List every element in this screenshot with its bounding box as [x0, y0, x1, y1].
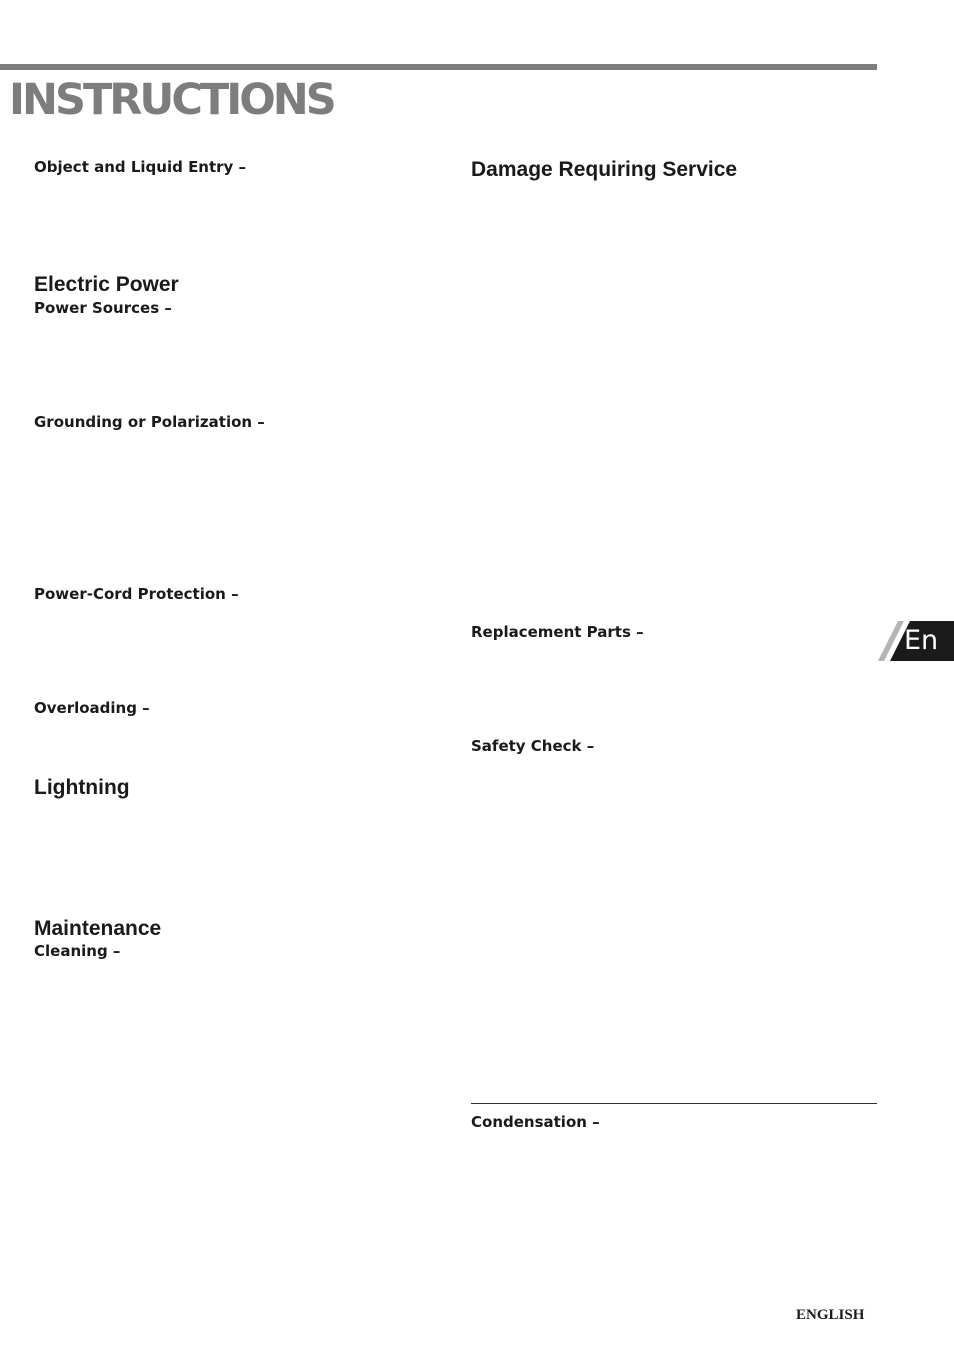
heading-power-sources: Power Sources –: [34, 299, 172, 317]
heading-condensation: Condensation –: [471, 1113, 600, 1131]
footer-language: ENGLISH: [796, 1307, 865, 1323]
heading-power-cord-protection: Power-Cord Protection –: [34, 585, 239, 603]
heading-safety-check: Safety Check –: [471, 737, 595, 755]
top-rule: [0, 64, 877, 70]
page-title: INSTRUCTIONS: [9, 75, 334, 125]
heading-lightning: Lightning: [34, 776, 130, 799]
language-tab: [878, 621, 954, 661]
heading-maintenance: Maintenance: [34, 917, 162, 940]
heading-overloading: Overloading –: [34, 699, 150, 717]
heading-cleaning: Cleaning –: [34, 942, 121, 960]
heading-object-liquid-entry: Object and Liquid Entry –: [34, 158, 247, 176]
heading-electric-power: Electric Power: [34, 273, 179, 296]
heading-replacement-parts: Replacement Parts –: [471, 623, 644, 641]
section-divider: [471, 1103, 877, 1104]
language-tab-label: En: [904, 625, 939, 656]
heading-grounding-polarization: Grounding or Polarization –: [34, 413, 265, 431]
heading-damage-requiring-service: Damage Requiring Service: [471, 158, 738, 181]
